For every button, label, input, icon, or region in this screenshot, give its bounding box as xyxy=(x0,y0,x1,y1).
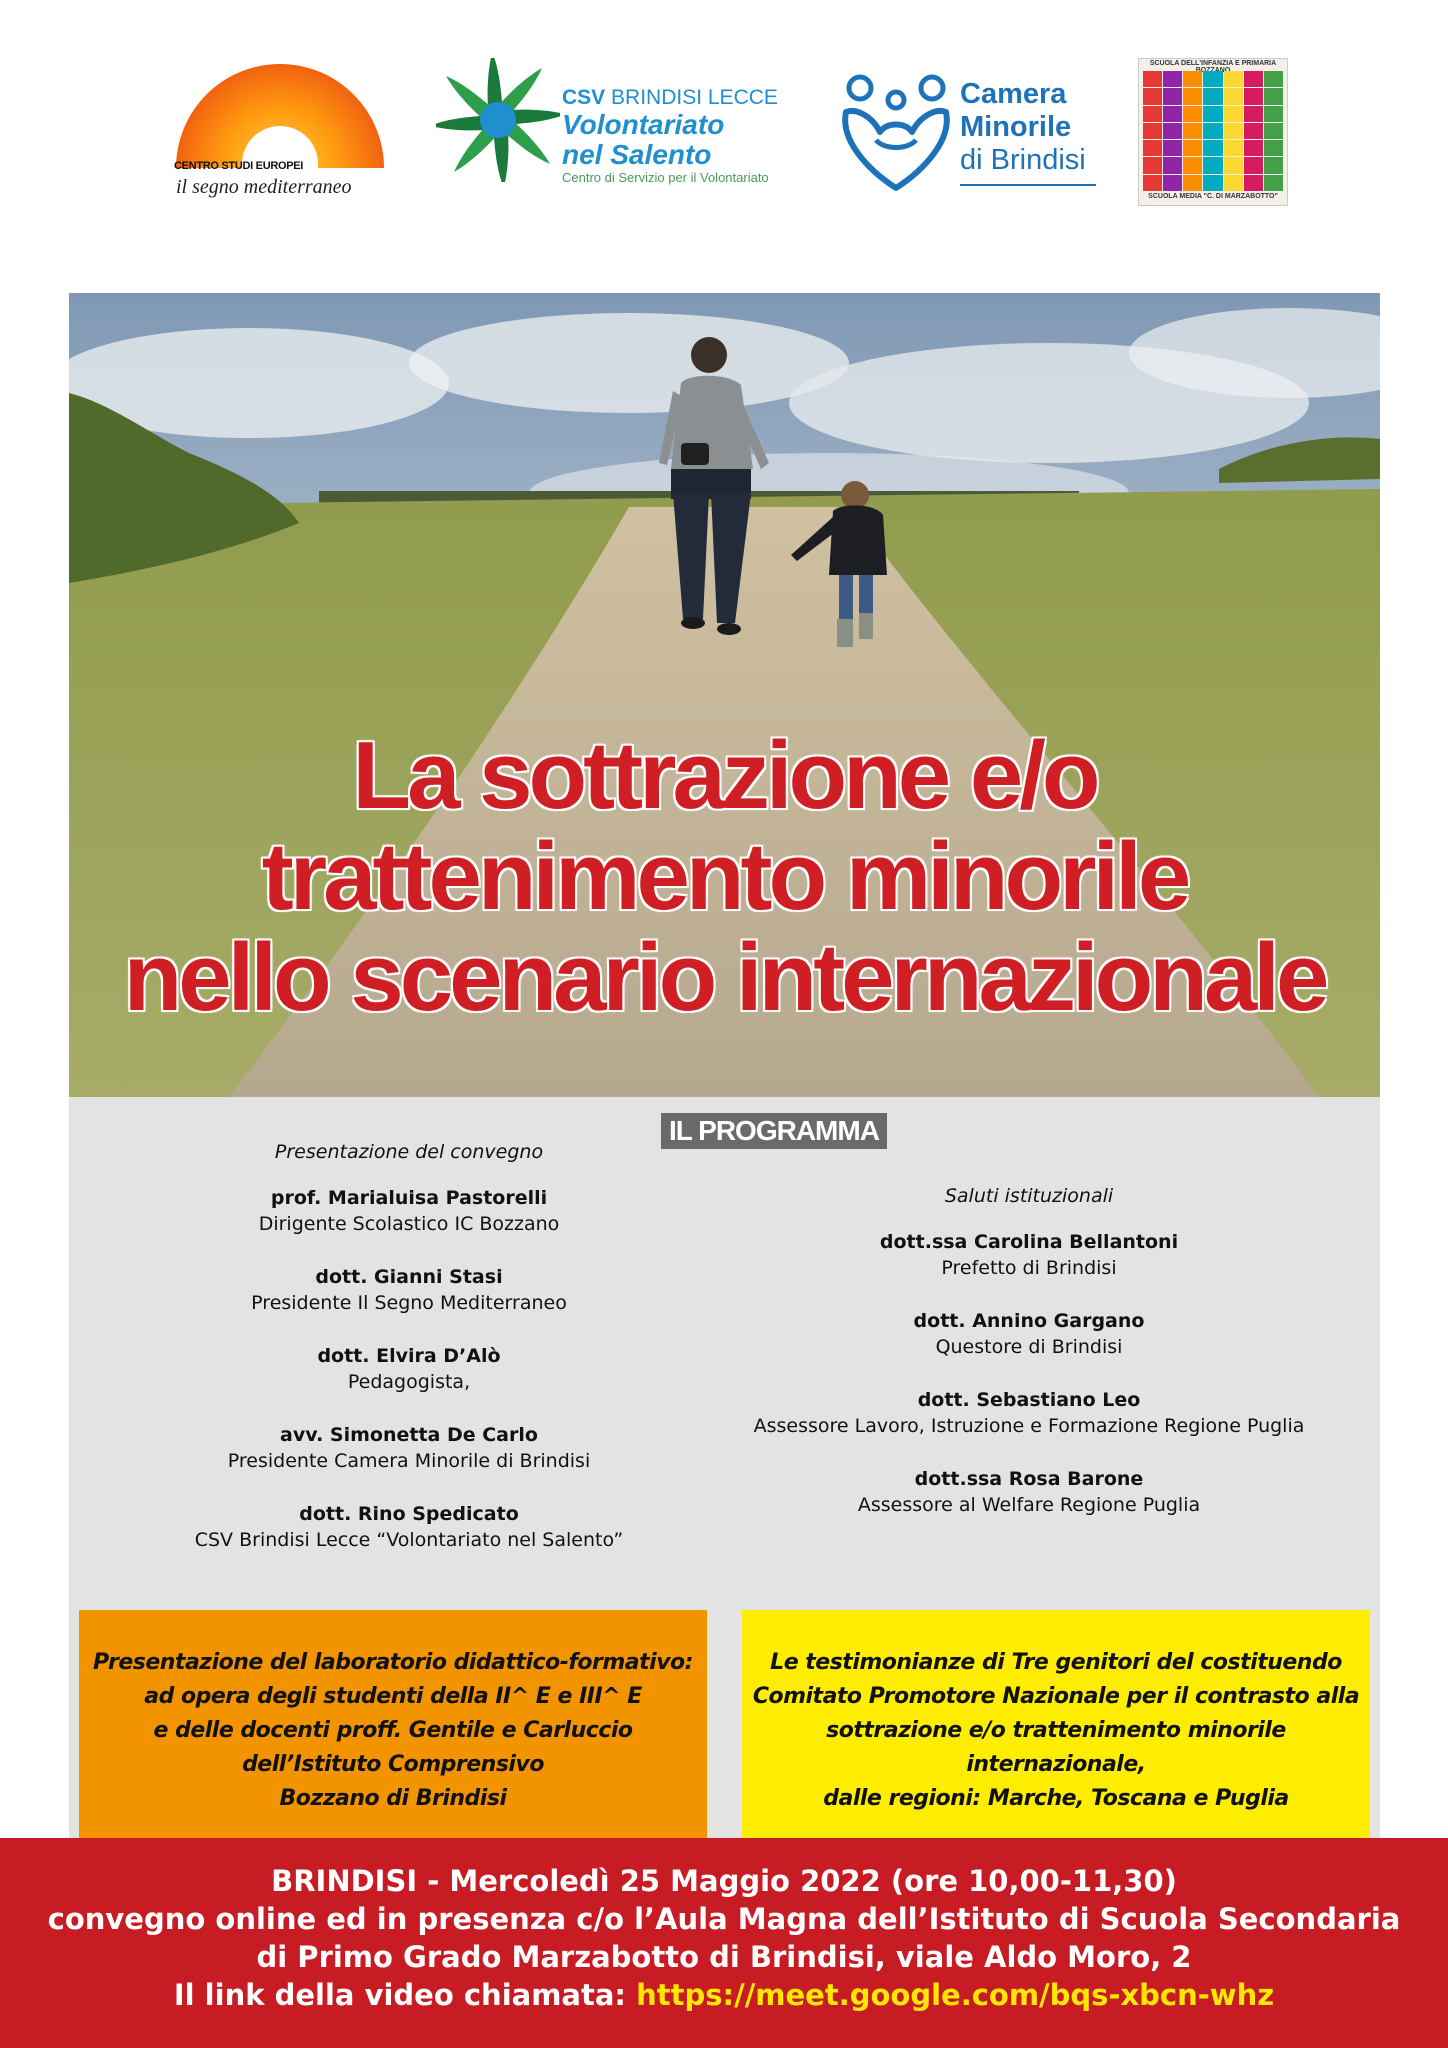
logo-camera-line2: Minorile xyxy=(960,111,1072,143)
program-label: IL PROGRAMMA xyxy=(661,1113,887,1149)
speaker-item xyxy=(129,1264,689,1316)
family-heart-icon xyxy=(838,70,956,196)
speaker-role: Presidente Camera Minorile di Brindisi xyxy=(227,1450,591,1472)
mosaic-tile xyxy=(1163,71,1182,87)
speaker-name: prof. Marialuisa Pastorelli xyxy=(270,1187,548,1209)
workshop-line: dell’Istituto Comprensivo xyxy=(242,1752,544,1777)
speaker-name: dott. Gianni Stasi xyxy=(315,1266,503,1288)
speaker-name: dott.ssa Carolina Bellantoni xyxy=(879,1231,1179,1253)
speaker-name: dott. Annino Gargano xyxy=(913,1310,1145,1332)
speaker-item xyxy=(729,1466,1329,1518)
speaker-role: Assessore Lavoro, Istruzione e Formazione Regione Puglia xyxy=(753,1415,1305,1437)
mosaic-tile xyxy=(1143,140,1162,156)
video-call-line xyxy=(0,1976,1448,2014)
mosaic-tile xyxy=(1244,106,1263,122)
speaker-role: CSV Brindisi Lecce “Volontariato nel Salento” xyxy=(194,1529,624,1551)
mosaic-tile xyxy=(1163,88,1182,104)
mosaic-tile xyxy=(1183,175,1202,191)
video-call-label: Il link della video chiamata: xyxy=(173,1978,637,2012)
mosaic-tile xyxy=(1224,123,1243,139)
mosaic-tile xyxy=(1224,175,1243,191)
mosaic-tile xyxy=(1244,71,1263,87)
speaker-role: Assessore al Welfare Regione Puglia xyxy=(857,1494,1201,1516)
logo-csv-line2: Volontariato xyxy=(562,109,725,140)
mosaic-tile xyxy=(1203,123,1222,139)
workshop-line: ad opera degli studenti della II^ E e III^ E xyxy=(144,1684,642,1709)
testimonies-line: Le testimonianze di Tre genitori del costituendo xyxy=(770,1650,1342,1675)
logo-csv-brand: CSV xyxy=(562,86,606,109)
workshop-line: Bozzano di Brindisi xyxy=(279,1786,507,1811)
logo-csv-line3: nel Salento xyxy=(562,139,712,170)
mosaic-tile xyxy=(1224,88,1243,104)
mosaic-tile xyxy=(1224,157,1243,173)
speaker-role: Presidente Il Segno Mediterraneo xyxy=(251,1292,567,1314)
mosaic-tile xyxy=(1203,140,1222,156)
mosaic-tile xyxy=(1224,71,1243,87)
mosaic-tile xyxy=(1163,140,1182,156)
testimonies-box xyxy=(742,1610,1370,1850)
workshop-box xyxy=(79,1610,707,1850)
mosaic-tile xyxy=(1264,106,1283,122)
greetings-heading: Saluti istituzionali xyxy=(944,1185,1114,1207)
mosaic-tile xyxy=(1163,123,1182,139)
mosaic-tile xyxy=(1264,123,1283,139)
speaker-role: Prefetto di Brindisi xyxy=(941,1257,1117,1279)
event-date-line: BRINDISI - Mercoledì 25 Maggio 2022 (ore 10,00-11,30) xyxy=(271,1864,1177,1898)
mosaic-tile xyxy=(1143,157,1162,173)
testimonies-line: dalle regioni: Marche, Toscana e Puglia xyxy=(823,1786,1289,1811)
program-section xyxy=(69,1097,1380,1842)
speaker-item xyxy=(729,1229,1329,1281)
speaker-item xyxy=(129,1501,689,1553)
event-venue-line: convegno online ed in presenza c/o l’Aula Magna dell’Istituto di Scuola Secondaria xyxy=(47,1902,1401,1936)
mosaic-tile xyxy=(1264,88,1283,104)
mosaic-tile xyxy=(1244,123,1263,139)
logo-scuola-bozzano xyxy=(1138,58,1288,206)
logo-school-bottom: SCUOLA MEDIA "C. DI MARZABOTTO" xyxy=(1148,193,1278,200)
mosaic-tile xyxy=(1244,157,1263,173)
mosaic-tile xyxy=(1143,71,1162,87)
mosaic-tile xyxy=(1203,175,1222,191)
mosaic-tile xyxy=(1203,71,1222,87)
speaker-role: Questore di Brindisi xyxy=(935,1336,1123,1358)
hero-photo xyxy=(69,293,1380,1097)
mosaic-tile xyxy=(1143,106,1162,122)
logo-csv-line1: BRINDISI LECCE xyxy=(611,86,778,109)
title-line-2: trattenimento minorile xyxy=(261,823,1188,930)
speaker-item xyxy=(129,1185,689,1237)
speaker-name: avv. Simonetta De Carlo xyxy=(280,1424,538,1446)
school-mosaic-icon xyxy=(1143,71,1283,191)
video-call-link[interactable]: https://meet.google.com/bqs-xbcn-whz xyxy=(636,1978,1275,2012)
speaker-name: dott. Sebastiano Leo xyxy=(917,1389,1141,1411)
mosaic-tile xyxy=(1224,140,1243,156)
workshop-line: Presentazione del laboratorio didattico-formativo: xyxy=(93,1650,693,1675)
mosaic-tile xyxy=(1264,140,1283,156)
mosaic-tile xyxy=(1244,175,1263,191)
logo-school-top: SCUOLA DELL'INFANZIA E PRIMARIA xyxy=(1149,60,1277,67)
program-right-column xyxy=(729,1183,1329,1545)
mosaic-tile xyxy=(1163,106,1182,122)
mosaic-tile xyxy=(1183,71,1202,87)
swirl-flower-icon xyxy=(436,58,560,182)
mosaic-tile xyxy=(1224,106,1243,122)
speaker-name: dott. Elvira D’Alò xyxy=(317,1345,501,1367)
testimonies-line: sottrazione e/o trattenimento minorile internazionale, xyxy=(826,1718,1286,1777)
mosaic-tile xyxy=(1143,123,1162,139)
logo-csv-brindisi-lecce xyxy=(436,58,786,198)
mosaic-tile xyxy=(1183,88,1202,104)
mosaic-tile xyxy=(1143,88,1162,104)
mosaic-tile xyxy=(1244,140,1263,156)
speaker-item xyxy=(729,1308,1329,1360)
mosaic-tile xyxy=(1183,106,1202,122)
logo-camera-line3: di Brindisi xyxy=(960,144,1086,176)
mosaic-tile xyxy=(1244,88,1263,104)
mosaic-tile xyxy=(1183,123,1202,139)
event-address-line: di Primo Grado Marzabotto di Brindisi, viale Aldo Moro, 2 xyxy=(256,1940,1192,1974)
mosaic-tile xyxy=(1203,106,1222,122)
mosaic-tile xyxy=(1264,157,1283,173)
logo-csv-line4: Centro di Servizio per il Volontariato xyxy=(562,170,769,185)
speaker-role: Pedagogista, xyxy=(347,1371,471,1393)
mosaic-tile xyxy=(1264,175,1283,191)
logo-cse-line2: il segno mediterraneo xyxy=(176,176,352,198)
logo-centro-studi-europei xyxy=(172,54,388,206)
workshop-line: e delle docenti proff. Gentile e Carluccio xyxy=(153,1718,633,1743)
presentation-heading: Presentazione del convegno xyxy=(274,1141,544,1163)
mosaic-tile xyxy=(1163,175,1182,191)
mosaic-tile xyxy=(1183,157,1202,173)
title-line-3: nello scenario internazionale xyxy=(123,924,1326,1031)
mosaic-tile xyxy=(1203,157,1222,173)
mosaic-tile xyxy=(1143,175,1162,191)
mosaic-tile xyxy=(1264,71,1283,87)
title-line-1: La sottrazione e/o xyxy=(352,722,1097,829)
event-title xyxy=(69,722,1380,1031)
event-details-footer xyxy=(0,1838,1448,2048)
speaker-name: dott. Rino Spedicato xyxy=(299,1503,519,1525)
logo-cse-line1: CENTRO STUDI EUROPEI xyxy=(174,160,304,172)
testimonies-line: Comitato Promotore Nazionale per il contrasto alla xyxy=(752,1684,1360,1709)
mosaic-tile xyxy=(1163,157,1182,173)
logo-camera-minorile xyxy=(838,70,1098,196)
speaker-item xyxy=(129,1343,689,1395)
speaker-name: dott.ssa Rosa Barone xyxy=(914,1468,1144,1490)
program-left-column xyxy=(129,1139,689,1580)
speaker-role: Dirigente Scolastico IC Bozzano xyxy=(258,1213,560,1235)
speaker-item xyxy=(129,1422,689,1474)
speaker-item xyxy=(729,1387,1329,1439)
logo-camera-line1: Camera xyxy=(960,78,1067,110)
mosaic-tile xyxy=(1183,140,1202,156)
mosaic-tile xyxy=(1203,88,1222,104)
